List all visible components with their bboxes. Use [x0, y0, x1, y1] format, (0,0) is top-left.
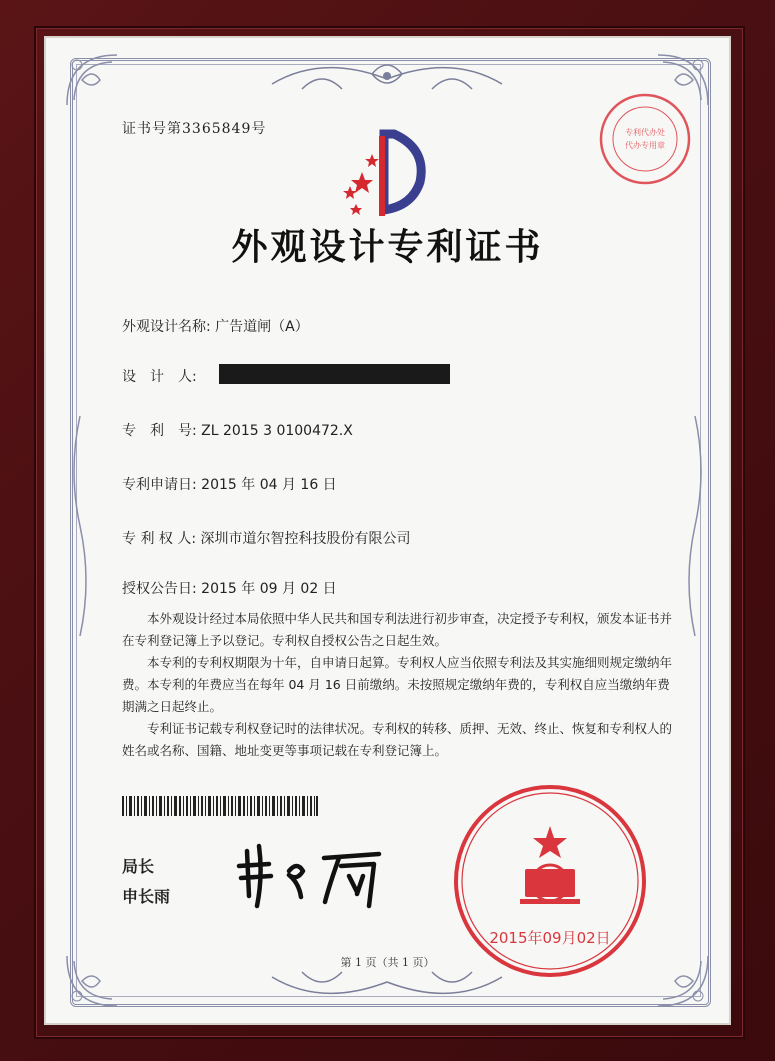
- svg-text:专利代办处: 专利代办处: [625, 128, 665, 137]
- field-patent-number: [122, 420, 353, 440]
- handwritten-signature: [229, 836, 399, 916]
- design-name-label: 外观设计名称:: [122, 319, 211, 335]
- svg-text:2015年09月02日: 2015年09月02日: [489, 929, 611, 947]
- patentee-label: 专 利 权 人:: [122, 531, 197, 547]
- patentee-value: 深圳市道尔智控科技股份有限公司: [200, 531, 411, 547]
- grant-date-value: 2015 年 09 月 02 日: [201, 581, 337, 597]
- redacted-designer: [219, 364, 450, 384]
- patent-number-value: ZL 2015 3 0100472.X: [201, 423, 353, 439]
- page-number: 第 1 页（共 1 页）: [340, 956, 435, 969]
- side-ornament: [683, 416, 707, 636]
- field-designer: [122, 366, 197, 386]
- svg-text:代办专用章: 代办专用章: [625, 141, 665, 150]
- certificate-paper: [44, 36, 731, 1025]
- certificate-title: 外观设计专利证书: [231, 227, 544, 268]
- field-patentee: [122, 528, 411, 548]
- application-date-value: 2015 年 04 月 16 日: [201, 477, 337, 493]
- patent-number-label: 专 利 号:: [122, 423, 197, 439]
- corner-ornament: [62, 50, 122, 110]
- body-paragraph: 本专利的专利权期限为十年，自申请日起算。专利权人应当依照专利法及其实施细则规定缴纳年费。本专利的年费应当在每年 04 月 16 日前缴纳。未按照规定缴纳年费的，专利权自应当缴纳年费期满之日起终止。: [122, 655, 673, 714]
- agent-stamp: [596, 90, 694, 188]
- field-grant-date: [122, 578, 337, 598]
- official-seal: [450, 781, 650, 981]
- signatory-name: 申长雨: [122, 887, 171, 906]
- body-paragraph: 专利证书记载专利权登记时的法律状况。专利权的转移、质押、无效、终止、恢复和专利权人的姓名或名称、国籍、地址变更等事项记载在专利登记簿上。: [122, 721, 673, 758]
- design-name-value: 广告道闸（A）: [215, 319, 309, 335]
- field-application-date: [122, 474, 337, 494]
- certificate-number: 证书号第3365849号: [122, 121, 267, 137]
- side-ornament: [68, 416, 92, 636]
- field-design-name: [122, 316, 309, 336]
- signatory-title: 局长: [122, 857, 155, 876]
- top-ornament: [262, 54, 512, 104]
- barcode: [122, 796, 318, 816]
- certificate-body: [122, 608, 682, 762]
- body-paragraph: 本外观设计经过本局依照中华人民共和国专利法进行初步审查，决定授予专利权，颁发本证书并在专利登记簿上予以登记。专利权自授权公告之日起生效。: [122, 611, 673, 648]
- sipo-logo: [332, 124, 442, 234]
- designer-label: 设 计 人:: [122, 369, 197, 385]
- grant-date-label: 授权公告日:: [122, 581, 197, 597]
- application-date-label: 专利申请日:: [122, 477, 197, 493]
